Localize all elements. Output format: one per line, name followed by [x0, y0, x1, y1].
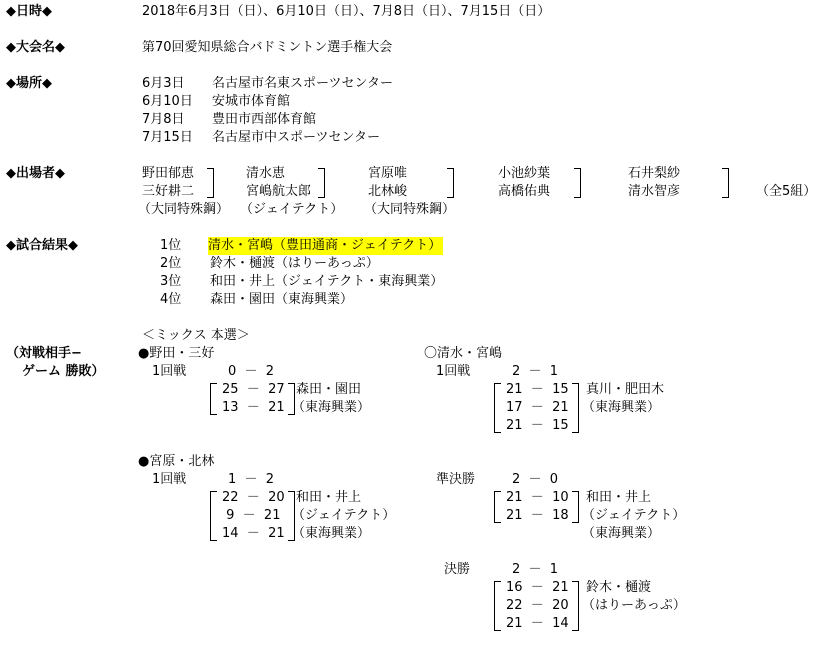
game-score: 21 － 15 — [506, 382, 569, 397]
date-text: 2018年6月3日（日）、6月10日（日）、7月8日（日）、7月15日（日） — [142, 4, 551, 19]
mixed-section-label: ＜ミックス 本選＞ — [142, 328, 250, 343]
opponent-team: （東海興業） — [292, 400, 371, 415]
player-name: 小池紗葉 — [498, 166, 551, 181]
player-name: 石井梨紗 — [628, 166, 681, 181]
result-pair-winner: 清水・宮嶋（豊田通商・ジェイテクト） — [208, 238, 442, 253]
game-score: 9 － 21 — [222, 508, 281, 523]
match-round: 決勝 — [444, 562, 471, 577]
opponent-team: （ジェイテクト） — [292, 508, 396, 523]
heading-venue: ◆場所◆ — [6, 76, 52, 91]
player-team: （大同特殊鋼） — [138, 202, 230, 217]
opponent-name: 和田・井上 — [296, 490, 362, 505]
pair-bracket — [318, 168, 325, 198]
game-score: 21 － 18 — [506, 508, 569, 523]
match-score: 2 － 1 — [512, 562, 559, 577]
match-round: 1回戦 — [436, 364, 471, 379]
venue-place: 名古屋市名東スポーツセンター — [212, 76, 393, 91]
opponent-name: 森田・園田 — [296, 382, 362, 397]
player-name: 北林峻 — [368, 184, 408, 199]
match-round: 準決勝 — [436, 472, 476, 487]
match-title: 〇清水・宮嶋 — [424, 346, 503, 361]
result-rank: 4位 — [160, 292, 182, 307]
venue-date: 7月8日 — [142, 112, 185, 127]
opponent-team: （東海興業） — [292, 526, 371, 541]
games-bracket-left — [494, 383, 501, 433]
players-total: （全5組） — [756, 184, 817, 199]
game-score: 22 － 20 — [222, 490, 285, 505]
games-bracket-right — [572, 581, 579, 631]
opponent-team: （ジェイテクト） — [582, 508, 686, 523]
player-name: 清水智彦 — [628, 184, 681, 199]
match-score: 1 － 2 — [228, 472, 275, 487]
player-name: 野田郁恵 — [142, 166, 195, 181]
result-rank: 3位 — [160, 274, 182, 289]
game-score: 22 － 20 — [506, 598, 569, 613]
heading-matchup-line1: （対戦相手− — [6, 346, 82, 361]
match-score: 2 － 0 — [512, 472, 559, 487]
opponent-name: 真川・肥田木 — [586, 382, 665, 397]
player-team: （ジェイテクト） — [240, 202, 344, 217]
heading-date: ◆日時◆ — [6, 4, 52, 19]
game-score: 16 － 21 — [506, 580, 569, 595]
result-rank: 1位 — [160, 238, 182, 253]
venue-date: 6月10日 — [142, 94, 193, 109]
heading-matchup-line2: ゲーム 勝敗） — [22, 364, 105, 379]
game-score: 21 － 15 — [506, 418, 569, 433]
venue-date: 6月3日 — [142, 76, 185, 91]
match-score: 2 － 1 — [512, 364, 559, 379]
heading-results: ◆試合結果◆ — [6, 238, 78, 253]
match-round: 1回戦 — [152, 364, 187, 379]
result-rank: 2位 — [160, 256, 182, 271]
opponent-team: （東海興業） — [582, 400, 661, 415]
player-name: 宮原唯 — [368, 166, 408, 181]
match-title: ●宮原・北林 — [138, 454, 215, 469]
venue-place: 名古屋市中スポーツセンター — [212, 130, 380, 145]
opponent-team: （東海興業） — [582, 526, 661, 541]
pair-bracket — [574, 168, 581, 198]
result-pair: 鈴木・樋渡（はりーあっぷ） — [210, 256, 379, 271]
match-score: 0 － 2 — [228, 364, 275, 379]
games-bracket-left — [494, 491, 501, 523]
match-title: ●野田・三好 — [138, 346, 215, 361]
player-name: 宮嶋航太郎 — [246, 184, 312, 199]
opponent-team: （はりーあっぷ） — [582, 598, 686, 613]
heading-event: ◆大会名◆ — [6, 40, 65, 55]
games-bracket-right — [572, 383, 579, 433]
venue-place: 豊田市西部体育館 — [212, 112, 317, 127]
result-pair: 森田・園田（東海興業） — [210, 292, 354, 307]
game-score: 21 － 10 — [506, 490, 569, 505]
pair-bracket — [722, 168, 729, 198]
pair-bracket — [207, 168, 214, 198]
game-score: 13 － 21 — [222, 400, 285, 415]
player-name: 清水恵 — [246, 166, 286, 181]
opponent-name: 和田・井上 — [586, 490, 652, 505]
game-score: 25 － 27 — [222, 382, 285, 397]
games-bracket-left — [494, 581, 501, 631]
game-score: 21 － 14 — [506, 616, 569, 631]
match-round: 1回戦 — [152, 472, 187, 487]
event-name: 第70回愛知県総合バドミントン選手権大会 — [142, 40, 393, 55]
player-name: 三好耕二 — [142, 184, 195, 199]
venue-place: 安城市体育館 — [212, 94, 291, 109]
heading-players: ◆出場者◆ — [6, 166, 65, 181]
pair-bracket — [447, 168, 454, 198]
result-pair: 和田・井上（ジェイテクト・東海興業） — [210, 274, 444, 289]
player-team: （大同特殊鋼） — [364, 202, 456, 217]
opponent-name: 鈴木・樋渡 — [586, 580, 652, 595]
game-score: 14 － 21 — [222, 526, 285, 541]
player-name: 高橋佑典 — [498, 184, 551, 199]
games-bracket-right — [572, 491, 579, 523]
games-bracket-left — [210, 383, 217, 415]
venue-date: 7月15日 — [142, 130, 193, 145]
games-bracket-left — [210, 491, 217, 541]
game-score: 17 － 21 — [506, 400, 569, 415]
